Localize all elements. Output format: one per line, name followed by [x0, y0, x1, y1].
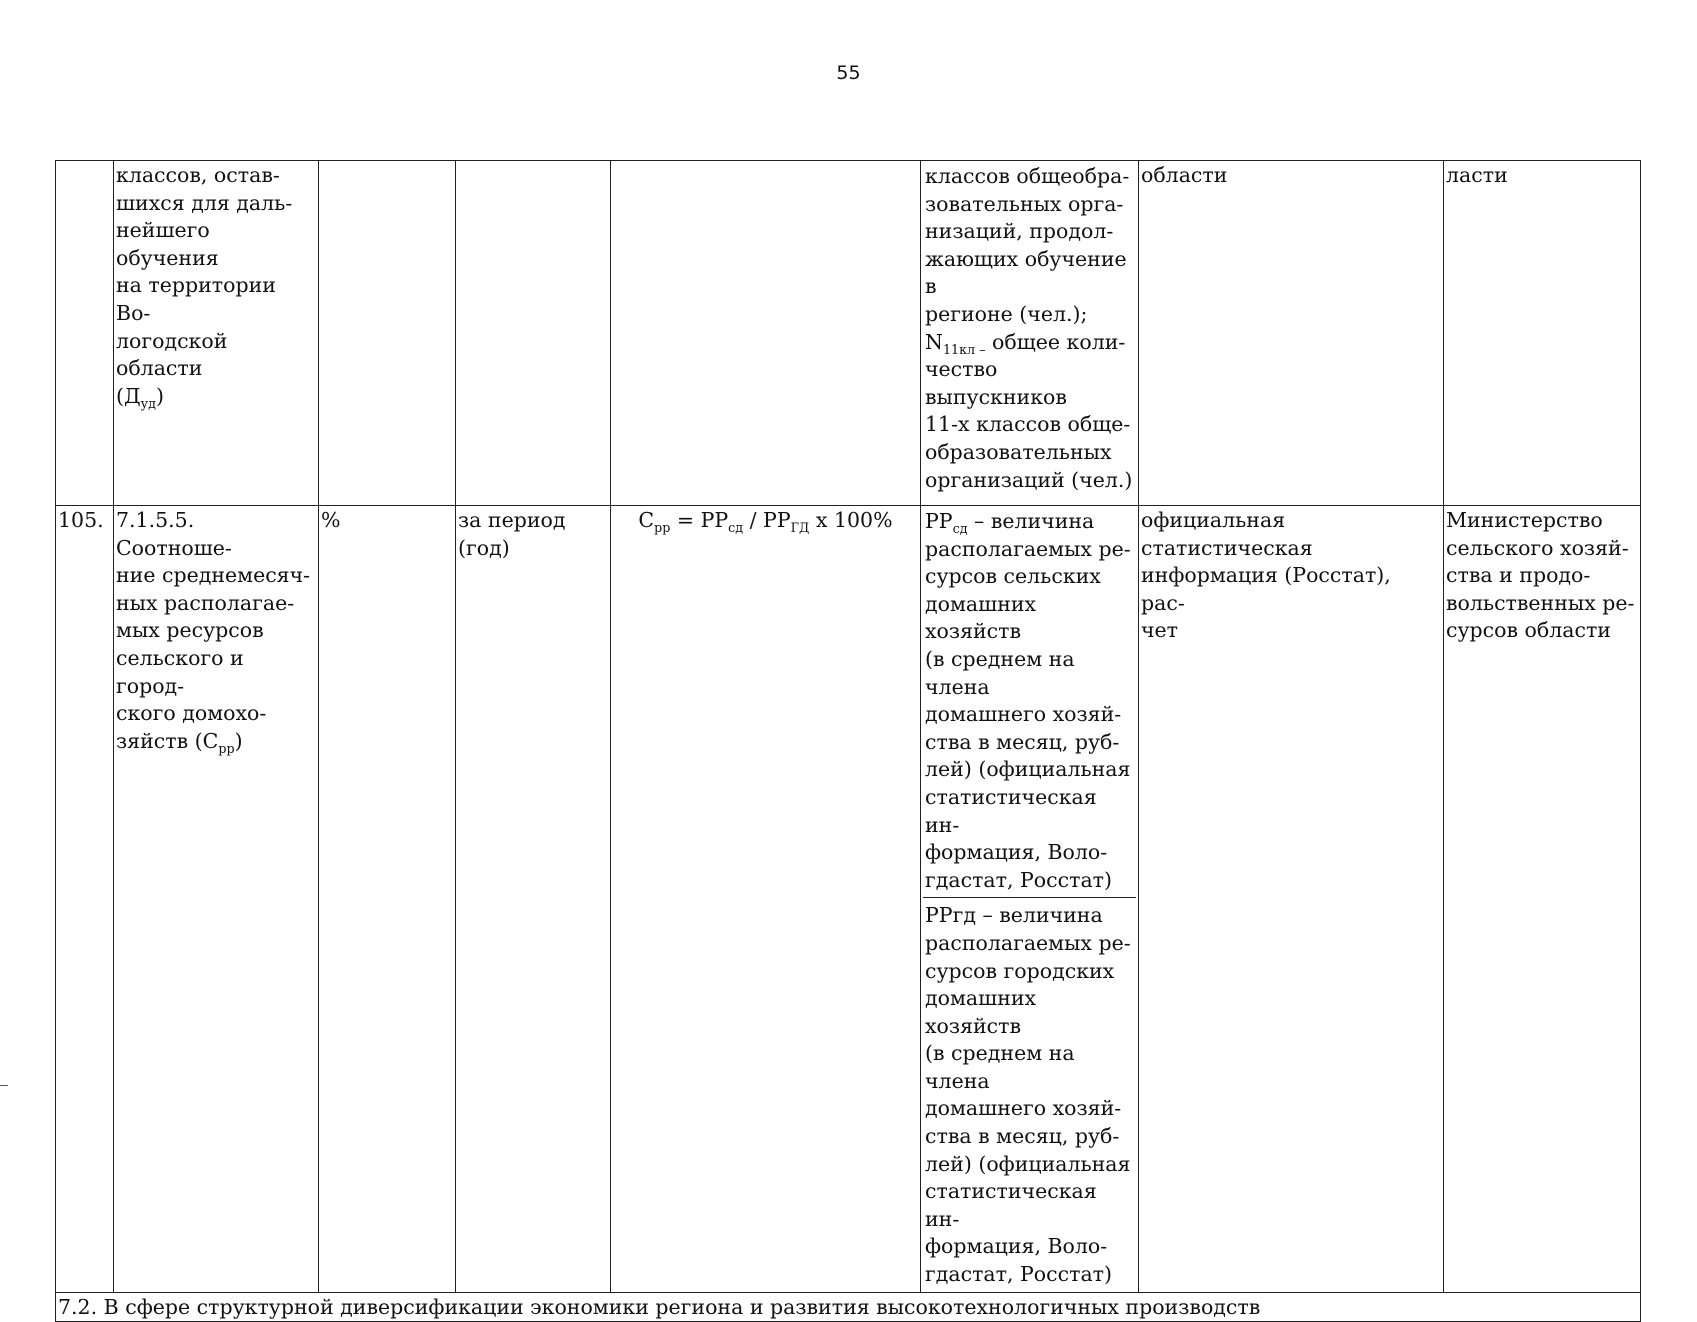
table-row [56, 161, 1641, 506]
period-cell [456, 161, 611, 506]
table-row [56, 506, 1641, 1293]
unit-cell: % [319, 506, 456, 1293]
unit-cell [319, 161, 456, 506]
table-body [56, 161, 1641, 1322]
formula-cell: $С_{рр} = РР_{сд} / РР_{ГД}$ х 100% [611, 506, 921, 1293]
section-heading-row [56, 1292, 1641, 1322]
responsible-cell: ласти [1444, 161, 1641, 506]
row-number: 105. [56, 506, 114, 1293]
description-part: РРгд – величина располагаемых ре- сурсов городских домашних хозяйств (в среднем на члена домашнего хозяй- ства в месяц, руб- лей) (официальная статистическая ин- формация, Воло- гдастат, Росстат) [923, 897, 1136, 1291]
margin-mark [0, 1085, 8, 1086]
responsible-cell: Министерство сельского хозяй- ства и продо- вольственных ре- сурсов области [1444, 506, 1641, 1293]
section-heading: 7.2. В сфере структурной диверсификации экономики региона и развития высокотехнологичных производств [56, 1292, 1641, 1322]
description-part: классов общеобра- зовательных орга- низаций, продол- жающих обучение в регионе (чел.); $N_{11кл -}$ общее коли- чество выпускников 11-х классов обще- образовательных организаций (чел.) [925, 164, 1133, 492]
description-cell [921, 506, 1139, 1293]
description-part: $РР_{сд}$ – величина располагаемых ре- сурсов сельских домашних хозяйств (в среднем на члена домашнего хозяй- ства в месяц, руб- лей) (официальная статистическая ин- формация, Воло- гдастат, Росстат) [925, 509, 1131, 892]
row-number [56, 161, 114, 506]
page-number: 55 [836, 62, 861, 84]
indicator-name: 7.1.5.5. Соотноше- ние среднемесяч- ных располагае- мых ресурсов сельского и город- ского домохо- зяйств $(С_{рр})$ [114, 506, 319, 1293]
period-cell: за период (год) [456, 506, 611, 1293]
indicator-table [55, 160, 1641, 1322]
source-cell: официальная статистическая информация (Росстат), рас- чет [1139, 506, 1444, 1293]
formula-cell [611, 161, 921, 506]
indicator-name: классов, остав- шихся для даль- нейшего обучения на территории Во- логодской области $(Д_{уд})$ [114, 161, 319, 506]
source-cell: области [1139, 161, 1444, 506]
description-cell [921, 161, 1139, 506]
